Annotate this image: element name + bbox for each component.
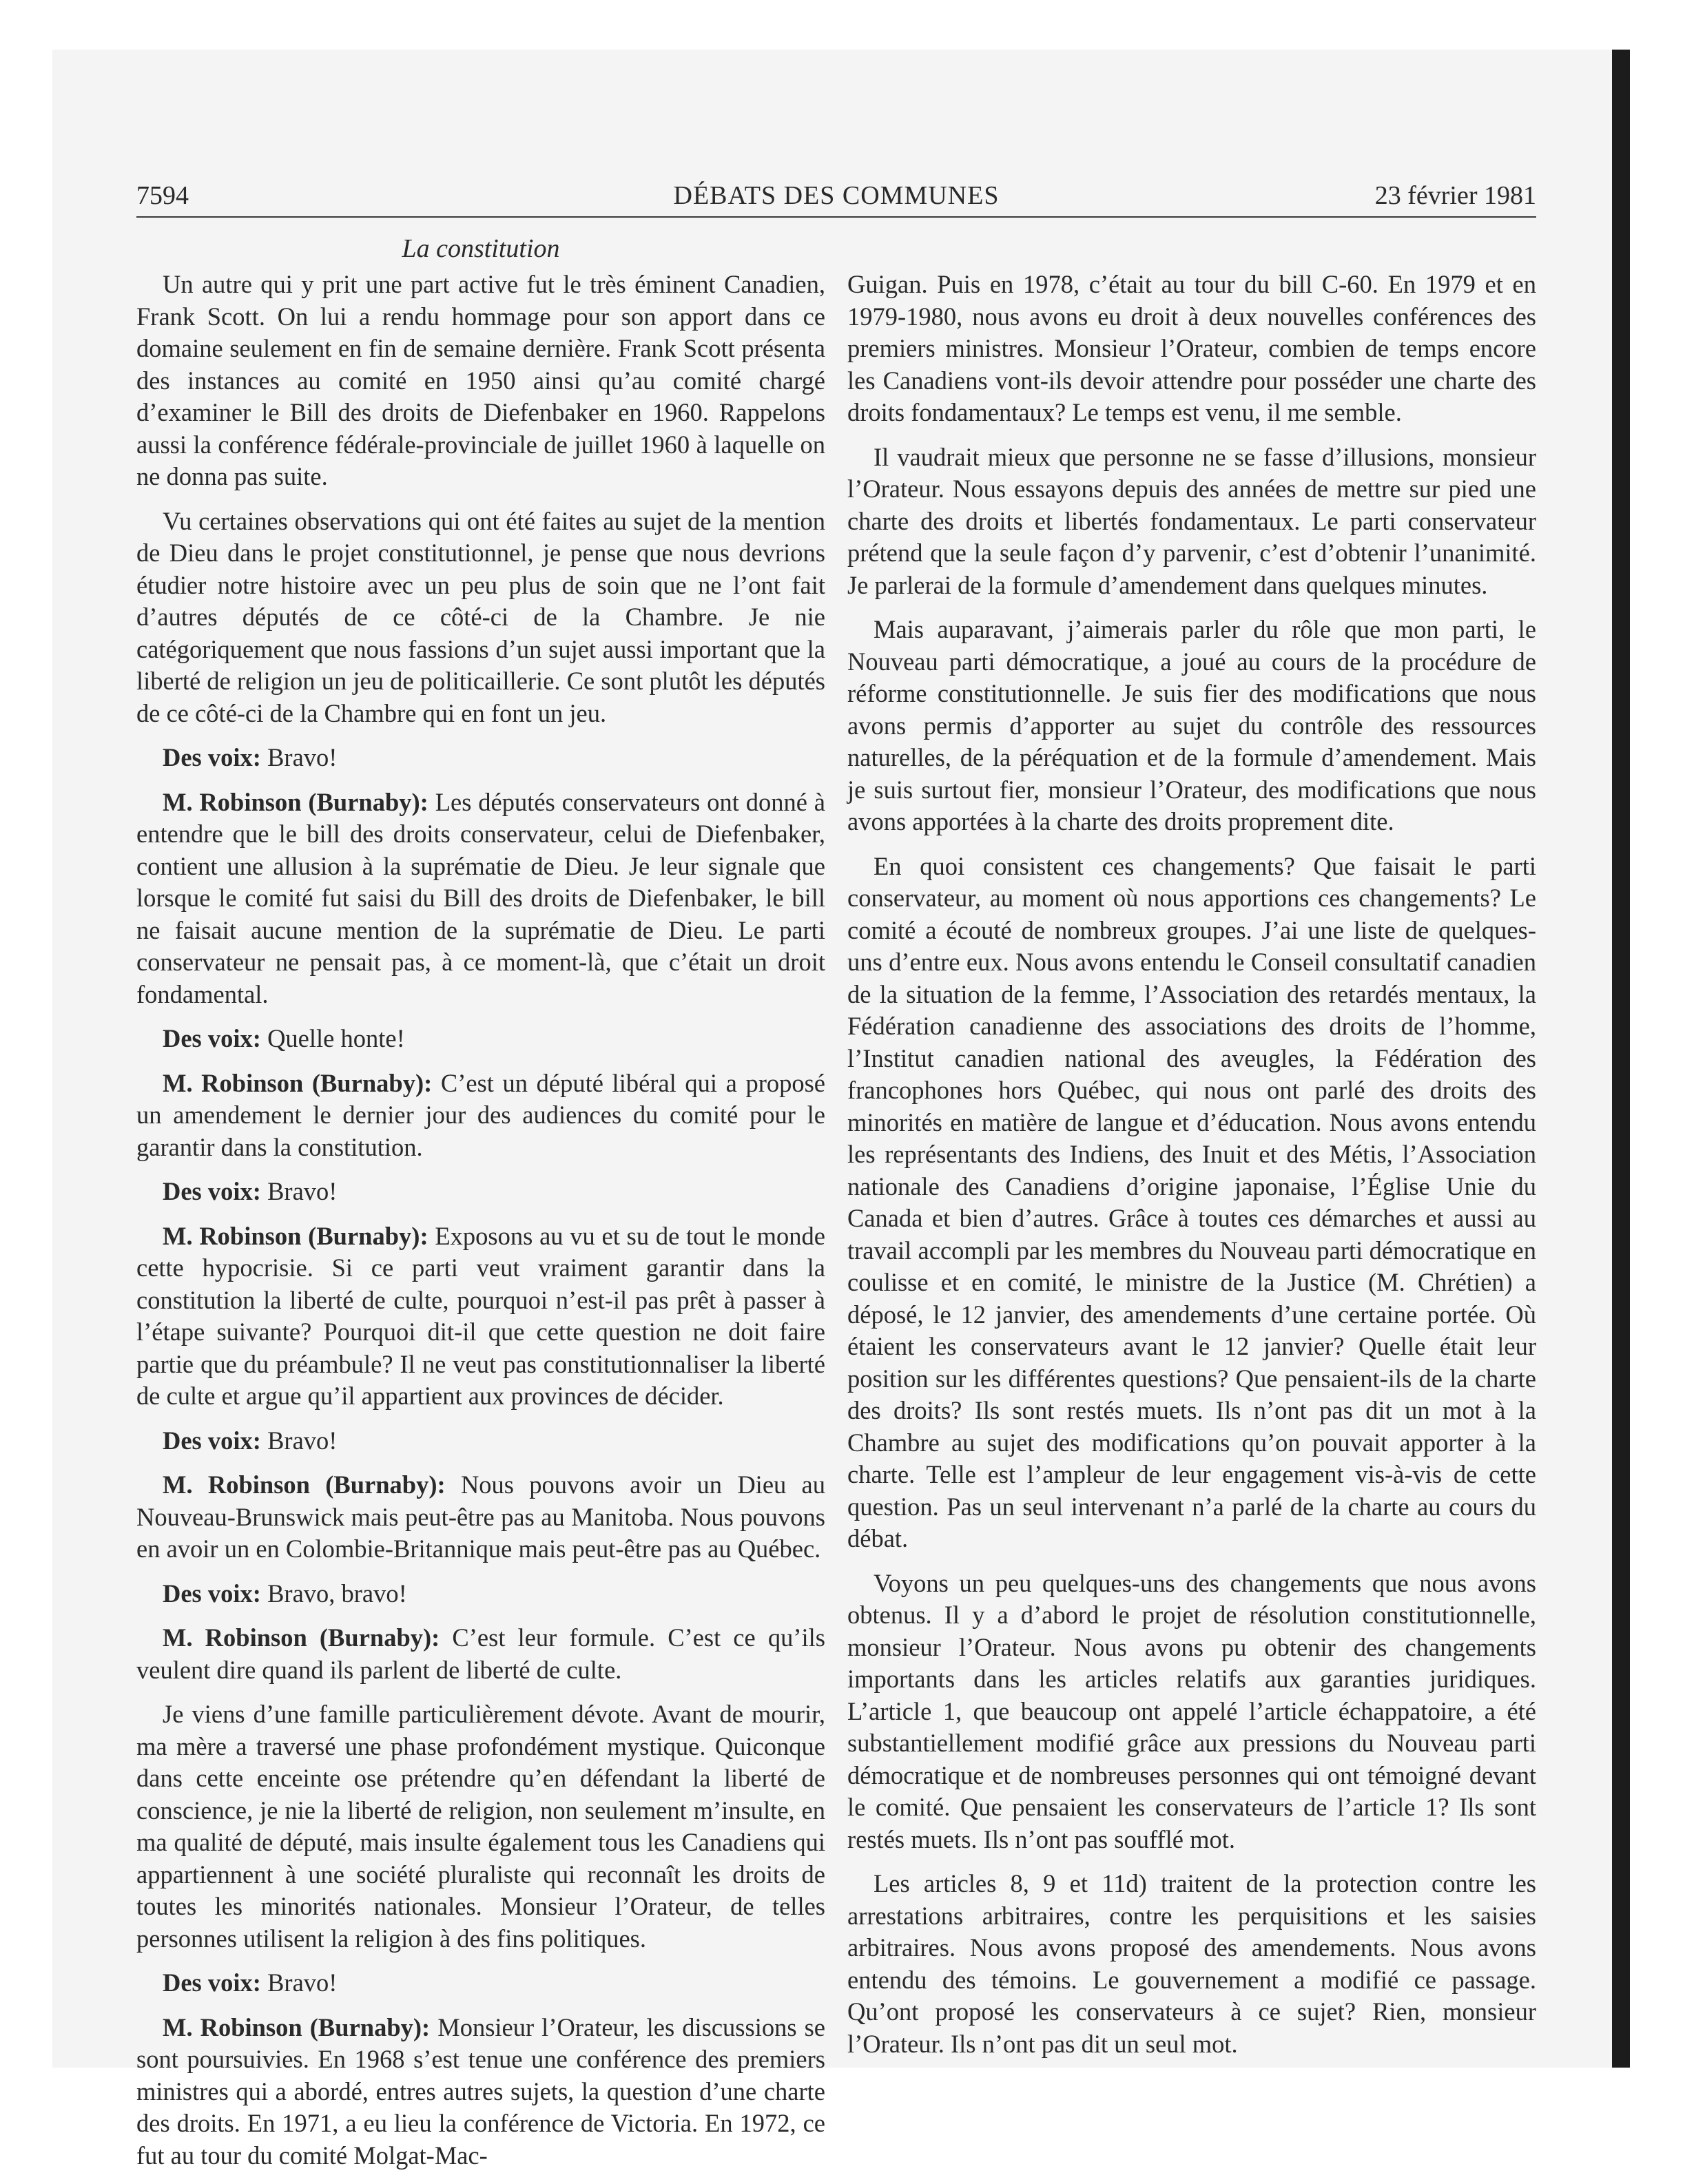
paragraph-text: Un autre qui y prit une part active fut le très éminent Canadien, Frank Scott. On lui a rendu hommage pour son apport dans ce domaine seulement en fin de semaine dernière. Frank Scott présenta des instances au comité en 1950 ainsi qu’au comité chargé d’examiner le Bill des droits de Diefenbaker en 1960. Rappelons aussi la conférence fédérale-provinciale de juillet 1960 à laquelle on ne donna pas suite. [136, 270, 825, 490]
paragraph-text: C’est leur formule. C’est ce qu’ils veulent dire quand ils parlent de liberté de culte. [136, 1623, 826, 1684]
speaker-label: Des voix: [163, 1426, 261, 1455]
page-header [136, 175, 1536, 218]
paragraph-text: Il vaudrait mieux que personne ne se fasse d’illusions, monsieur l’Orateur. Nous essayons depuis des années de mettre sur pied une charte des droits et libertés fondamentaux. Le parti conservateur prétend que la seule façon d’y parvenir, c’est d’obtenir l’unanimité. Je parlerai de la formule d’amendement dans quelques minutes. [847, 442, 1536, 599]
journal-title: DÉBATS DES COMMUNES [673, 181, 1000, 210]
paragraph-text: Bravo! [267, 743, 338, 771]
paragraph [136, 1698, 825, 1955]
paragraph-text: Bravo! [267, 1426, 338, 1455]
page-number: 7594 [136, 181, 189, 210]
paragraph [136, 1068, 825, 1164]
paragraph-text: Exposons au vu et su de tout le monde cette hypocrisie. Si ce parti veut vraiment garantir dans la constitution la liberté de culte, pourquoi n’est-il pas prêt à passer à l’étape suivante? Pourquoi dit-il que cette question ne doit faire partie que du préambule? Il ne veut pas constitutionnaliser la liberté de culte et argue qu’il appartient aux provinces de décider. [136, 1221, 825, 1410]
paragraph [847, 1568, 1536, 1856]
speaker-label: Des voix: [163, 743, 261, 771]
speaker-label: Des voix: [163, 1024, 261, 1052]
paragraph-text: Bravo! [267, 1177, 338, 1205]
paragraph-text: Quelle honte! [267, 1024, 405, 1052]
paragraph-text: Nous pouvons avoir un Dieu au Nouveau-Brunswick mais peut-être pas au Manitoba. Nous pouvons en avoir un en Colombie-Britannique mais peut-être pas au Québec. [136, 1470, 825, 1563]
paragraph-text: C’est un député libéral qui a proposé un amendement le dernier jour des audiences du comité pour le garantir dans la constitution. [136, 1068, 825, 1161]
paragraph-text: Bravo! [267, 1968, 338, 1997]
paragraph [136, 269, 825, 493]
section-title: La constitution [402, 234, 560, 263]
paragraph-text: Je viens d’une famille particulièrement dévote. Avant de mourir, ma mère a traversé une phase profondément mystique. Quiconque dans cette enceinte ose prétendre qu’en défendant la liberté de conscience, je nie la liberté de religion, non seulement m’insulte, en ma qualité de député, mais insulte également tous les Canadiens qui appartiennent à une société pluraliste qui reconnaît les droits de toutes les minorités nationales. Monsieur l’Orateur, de telles personnes utilisent la religion à des fins politiques. [136, 1700, 825, 1953]
paragraph-text: Les articles 8, 9 et 11d) traitent de la protection contre les arrestations arbitraires, contre les perquisitions et les saisies arbitraires. Nous avons proposé des amendements. Nous avons entendu des témoins. Le gouvernement a modifié ce passage. Qu’ont proposé les conservateurs à ce sujet? Rien, monsieur l’Orateur. Ils n’ont pas dit un seul mot. [847, 1869, 1536, 2058]
paragraph [136, 1023, 825, 1055]
paragraph [847, 851, 1536, 1555]
speaker-label: M. Robinson (Burnaby): [163, 787, 428, 816]
paragraph-text: Guigan. Puis en 1978, c’était au tour du bill C-60. En 1979 et en 1979-1980, nous avons eu droit à deux nouvelles conférences des premiers ministres. Monsieur l’Orateur, combien de temps encore les Canadiens vont-ils devoir attendre pour posséder une charte des droits fondamentaux? Le temps est venu, il me semble. [847, 270, 1536, 426]
paragraph [136, 1469, 825, 1566]
paragraph [136, 506, 825, 730]
speaker-label: M. Robinson (Burnaby): [163, 1470, 446, 1499]
paragraph [847, 1868, 1536, 2060]
paragraph-text: Les députés conservateurs ont donné à entendre que le bill des droits conservateur, celui de Diefenbaker, contient une allusion à la suprématie de Dieu. Je leur signale que lorsque le comité fut saisi du Bill des droits de Diefenbaker, le bill ne faisait aucune mention de la suprématie de Dieu. Le parti conservateur ne pensait pas, à ce moment-là, que c’était un droit fondamental. [136, 787, 825, 1008]
paragraph-text: Monsieur l’Orateur, les discussions se sont poursuivies. En 1968 s’est tenue une conférence des premiers ministres qui a abordé, entres autres sujets, la question d’une charte des droits. En 1971, a eu lieu la conférence de Victoria. En 1972, ce fut au tour du comité Molgat-Mac- [136, 2013, 825, 2170]
publication-date: 23 février 1981 [1374, 181, 1536, 210]
speaker-label: Des voix: [163, 1968, 261, 1997]
speaker-label: Des voix: [163, 1579, 261, 1608]
paragraph-text: En quoi consistent ces changements? Que faisait le parti conservateur, au moment où nous apportions ces changements? Le comité a écouté de nombreux groupes. J’ai une liste de quelques-uns d’entre eux. Nous avons entendu le Conseil consultatif canadien de la situation de la femme, l’Association des retardés mentaux, la Fédération canadienne des associations des droits de l’homme, l’Institut canadien national des aveugles, la Fédération des francophones hors Québec, qui nous ont parlé des droits des minorités en matière de langue et d’éducation. Nous avons entendu les représentants des Indiens, des Inuit et des Métis, l’Association nationale des Canadiens d’origine japonaise, l’Église Unie du Canada et bien d’autres. Grâce à toutes ces démarches et aussi au travail accompli par les membres du Nouveau parti démocratique en coulisse et en comité, le ministre de la Justice (M. Chrétien) a déposé, le 12 janvier, des amendements d’une certaine portée. Où étaient les conservateurs avant le 12 janvier? Quelle était leur position sur les différentes questions? Que pensaient-ils de la charte des droits? Ils sont restés muets. Ils n’ont pas dit un mot à la Chambre au sujet des modifications qu’on pouvait apporter à la charte. Telle est l’ampleur de leur engagement vis-à-vis de cette question. Pas un seul intervenant n’a parlé de la charte au cours du débat. [847, 851, 1536, 1552]
paragraph [847, 614, 1536, 838]
paragraph [136, 1967, 825, 1999]
scan-edge-bar [1612, 50, 1630, 2068]
speaker-label: M. Robinson (Burnaby): [163, 1068, 433, 1097]
paragraph [136, 1176, 825, 1208]
paragraph [136, 1425, 825, 1457]
paragraph [136, 1622, 825, 1686]
paragraph [136, 787, 825, 1011]
paragraph [847, 441, 1536, 602]
speaker-label: M. Robinson (Burnaby): [163, 2013, 431, 2041]
speaker-label: M. Robinson (Burnaby): [163, 1221, 428, 1250]
speaker-label: Des voix: [163, 1177, 261, 1205]
paragraph [136, 742, 825, 774]
paragraph-text: Vu certaines observations qui ont été faites au sujet de la mention de Dieu dans le projet constitutionnel, je pense que nous devrions étudier notre histoire avec un peu plus de soin que ne l’ont fait d’autres députés de ce côté-ci de la Chambre. Je nie catégoriquement que nous fassions d’un sujet aussi important que la liberté de religion un jeu de politicaillerie. Ce sont plutôt les députés de ce côté-ci de la Chambre qui en font un jeu. [136, 506, 825, 727]
paragraph [136, 2012, 825, 2172]
left-column [136, 269, 825, 2184]
right-column [847, 269, 1536, 2072]
speaker-label: M. Robinson (Burnaby): [163, 1623, 440, 1652]
paragraph-text: Voyons un peu quelques-uns des changements que nous avons obtenus. Il y a d’abord le projet de résolution constitutionnelle, monsieur l’Orateur. Nous avons pu obtenir des changements importants dans les articles relatifs aux garanties juridiques. L’article 1, que beaucoup ont appelé l’article échappatoire, a été substantiellement modifié grâce aux pressions du Nouveau parti démocratique et de nombreuses personnes qui ont témoigné devant le comité. Que pensaient les conservateurs de l’article 1? Ils sont restés muets. Ils n’ont pas soufflé mot. [847, 1568, 1536, 1853]
paragraph [136, 1578, 825, 1610]
paragraph-text: Bravo, bravo! [267, 1579, 407, 1608]
paragraph [847, 269, 1536, 429]
paragraph-text: Mais auparavant, j’aimerais parler du rôle que mon parti, le Nouveau parti démocratique, a joué au cours de la procédure de réforme constitutionnelle. Je suis fier des modifications que nous avons permis d’apporter au sujet du contrôle des ressources naturelles, de la péréquation et de la formule d’amendement. Mais je suis surtout fier, monsieur l’Orateur, des modifications que nous avons apportées à la charte des droits proprement dite. [847, 615, 1536, 835]
paragraph [136, 1220, 825, 1413]
